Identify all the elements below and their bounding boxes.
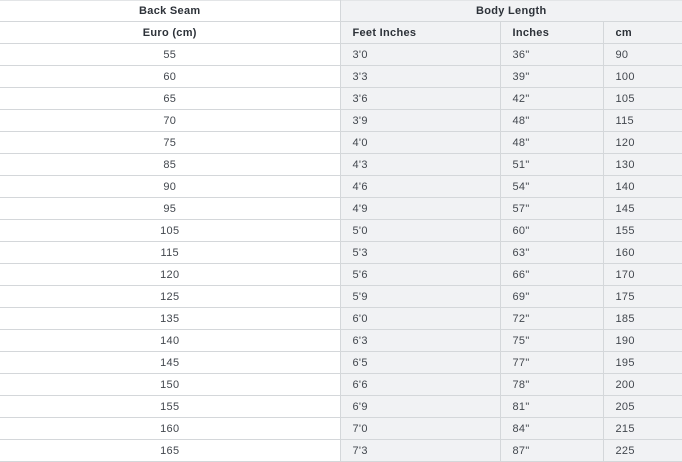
table-cell: 65: [0, 88, 340, 110]
table-cell: 200: [603, 374, 682, 396]
table-cell: 165: [0, 440, 340, 462]
table-cell: 170: [603, 264, 682, 286]
table-cell: 39": [500, 66, 603, 88]
table-cell: 54": [500, 176, 603, 198]
column-header-feet-inches: Feet Inches: [340, 22, 500, 44]
table-cell: 155: [0, 396, 340, 418]
table-cell: 115: [0, 242, 340, 264]
table-cell: 145: [603, 198, 682, 220]
table-cell: 90: [0, 176, 340, 198]
table-cell: 3'6: [340, 88, 500, 110]
table-cell: 130: [603, 154, 682, 176]
table-row: [0, 198, 682, 220]
table-row: [0, 66, 682, 88]
table-cell: 60": [500, 220, 603, 242]
column-header-inches: Inches: [500, 22, 603, 44]
table-row: [0, 264, 682, 286]
table-cell: 75": [500, 330, 603, 352]
table-cell: 5'6: [340, 264, 500, 286]
table-cell: 190: [603, 330, 682, 352]
table-cell: 72": [500, 308, 603, 330]
table-cell: 90: [603, 44, 682, 66]
table-cell: 4'9: [340, 198, 500, 220]
column-header-row: [0, 22, 682, 44]
table-row: [0, 220, 682, 242]
table-cell: 5'3: [340, 242, 500, 264]
table-row: [0, 396, 682, 418]
table-cell: 7'0: [340, 418, 500, 440]
table-cell: 69": [500, 286, 603, 308]
table-row: [0, 286, 682, 308]
table-cell: 48": [500, 110, 603, 132]
table-row: [0, 176, 682, 198]
table-cell: 60: [0, 66, 340, 88]
table-row: [0, 132, 682, 154]
table-cell: 150: [0, 374, 340, 396]
table-cell: 4'6: [340, 176, 500, 198]
table-cell: 225: [603, 440, 682, 462]
table-header: [0, 1, 682, 44]
table-cell: 120: [0, 264, 340, 286]
table-cell: 3'0: [340, 44, 500, 66]
table-cell: 185: [603, 308, 682, 330]
table-row: [0, 418, 682, 440]
header-group-back-seam: Back Seam: [0, 1, 340, 22]
table-row: [0, 352, 682, 374]
table-cell: 160: [0, 418, 340, 440]
table-cell: 78": [500, 374, 603, 396]
table-cell: 6'0: [340, 308, 500, 330]
table-cell: 175: [603, 286, 682, 308]
table-cell: 140: [603, 176, 682, 198]
table-row: [0, 154, 682, 176]
table-row: [0, 330, 682, 352]
table-cell: 55: [0, 44, 340, 66]
table-cell: 95: [0, 198, 340, 220]
table-cell: 160: [603, 242, 682, 264]
table-cell: 135: [0, 308, 340, 330]
table-cell: 4'0: [340, 132, 500, 154]
table-cell: 3'3: [340, 66, 500, 88]
table-cell: 36": [500, 44, 603, 66]
column-header-cm: cm: [603, 22, 682, 44]
table-cell: 42": [500, 88, 603, 110]
table-cell: 7'3: [340, 440, 500, 462]
table-cell: 145: [0, 352, 340, 374]
table-row: [0, 88, 682, 110]
table-cell: 84": [500, 418, 603, 440]
table-cell: 195: [603, 352, 682, 374]
table-cell: 120: [603, 132, 682, 154]
table-row: [0, 440, 682, 462]
table-row: [0, 374, 682, 396]
table-body: [0, 44, 682, 462]
table-cell: 105: [0, 220, 340, 242]
table-cell: 48": [500, 132, 603, 154]
table-cell: 3'9: [340, 110, 500, 132]
table-cell: 75: [0, 132, 340, 154]
table-cell: 6'6: [340, 374, 500, 396]
table-cell: 85: [0, 154, 340, 176]
table-cell: 81": [500, 396, 603, 418]
table-row: [0, 110, 682, 132]
table-cell: 4'3: [340, 154, 500, 176]
table-cell: 57": [500, 198, 603, 220]
table-cell: 87": [500, 440, 603, 462]
table-cell: 205: [603, 396, 682, 418]
table-cell: 6'9: [340, 396, 500, 418]
table-cell: 77": [500, 352, 603, 374]
table-cell: 215: [603, 418, 682, 440]
table-cell: 70: [0, 110, 340, 132]
table-cell: 66": [500, 264, 603, 286]
table-row: [0, 242, 682, 264]
table-cell: 105: [603, 88, 682, 110]
table-cell: 140: [0, 330, 340, 352]
table-cell: 125: [0, 286, 340, 308]
table-cell: 155: [603, 220, 682, 242]
column-header-euro-cm: Euro (cm): [0, 22, 340, 44]
table-cell: 63": [500, 242, 603, 264]
table-cell: 5'0: [340, 220, 500, 242]
table-cell: 5'9: [340, 286, 500, 308]
header-group-row: [0, 1, 682, 22]
table-cell: 51": [500, 154, 603, 176]
table-cell: 100: [603, 66, 682, 88]
table-row: [0, 44, 682, 66]
table-row: [0, 308, 682, 330]
table-cell: 6'5: [340, 352, 500, 374]
header-group-body-length: Body Length: [340, 1, 682, 22]
table-cell: 115: [603, 110, 682, 132]
table-cell: 6'3: [340, 330, 500, 352]
